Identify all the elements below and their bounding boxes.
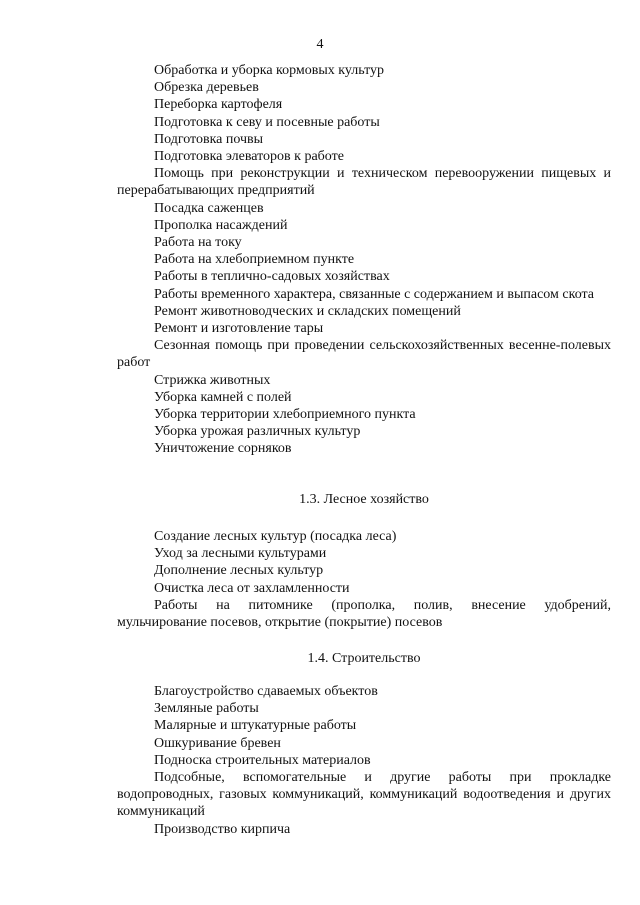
list-item: Работы на питомнике (прополка, полив, внесение удобрений, мульчирование посевов, открытие (покрытие) посевов bbox=[117, 597, 611, 631]
list-item: Работа на току bbox=[154, 235, 242, 251]
page-number: 4 bbox=[316, 37, 324, 52]
list-item: Ошкуривание бревен bbox=[154, 735, 281, 751]
list-item: Подноска строительных материалов bbox=[154, 752, 371, 768]
list-item: Сезонная помощь при проведении сельскохозяйственных весенне-полевых работ bbox=[117, 338, 611, 371]
forestry-list bbox=[117, 528, 611, 631]
list-item: Подготовка почвы bbox=[154, 131, 264, 147]
list-item: Работы временного характера, связанные с содержанием и выпасом скота bbox=[154, 286, 595, 302]
list-item: Обработка и уборка кормовых культур bbox=[154, 63, 385, 78]
list-item: Помощь при реконструкции и техническом перевооружении пищевых и перерабатывающих предприятий bbox=[117, 166, 611, 199]
list-item: Подготовка элеваторов к работе bbox=[154, 149, 344, 165]
list-item: Уборка территории хлебоприемного пункта bbox=[154, 407, 416, 423]
list-item: Подсобные, вспомогательные и другие работы при прокладке водопроводных, газовых коммуникаций, коммуникаций водоотведения и других коммуникаций bbox=[117, 770, 611, 820]
list-item: Уход за лесными культурами bbox=[154, 546, 327, 562]
list-item: Уборка камней с полей bbox=[154, 389, 292, 405]
list-item: Работа на хлебоприемном пункте bbox=[154, 252, 355, 268]
list-item: Прополка насаждений bbox=[154, 217, 288, 233]
list-item: Дополнение лесных культур bbox=[154, 563, 324, 579]
list-item: Малярные и штукатурные работы bbox=[154, 718, 357, 734]
list-item: Земляные работы bbox=[154, 701, 259, 717]
section-heading-construction: 1.4. Строительство bbox=[307, 651, 421, 666]
list-item: Благоустройство сдаваемых объектов bbox=[154, 684, 378, 699]
list-item: Ремонт и изготовление тары bbox=[154, 321, 324, 337]
list-item: Переборка картофеля bbox=[154, 97, 283, 113]
list-item: Стрижка животных bbox=[154, 372, 271, 388]
list-item: Уничтожение сорняков bbox=[154, 441, 292, 457]
list-item: Обрезка деревьев bbox=[154, 80, 259, 96]
construction-list bbox=[117, 683, 611, 838]
list-item: Посадка саженцев bbox=[154, 200, 264, 216]
section-heading-forestry: 1.3. Лесное хозяйство bbox=[299, 492, 429, 507]
list-item: Создание лесных культур (посадка леса) bbox=[154, 529, 397, 544]
list-item: Производство кирпича bbox=[154, 821, 291, 837]
list-item: Ремонт животноводческих и складских помещений bbox=[154, 303, 461, 319]
list-item: Уборка урожая различных культур bbox=[154, 424, 361, 440]
list-item: Очистка леса от захламленности bbox=[154, 580, 350, 596]
list-item: Подготовка к севу и посевные работы bbox=[154, 114, 380, 130]
agriculture-list bbox=[117, 62, 611, 458]
list-item: Работы в теплично-садовых хозяйствах bbox=[154, 269, 390, 285]
